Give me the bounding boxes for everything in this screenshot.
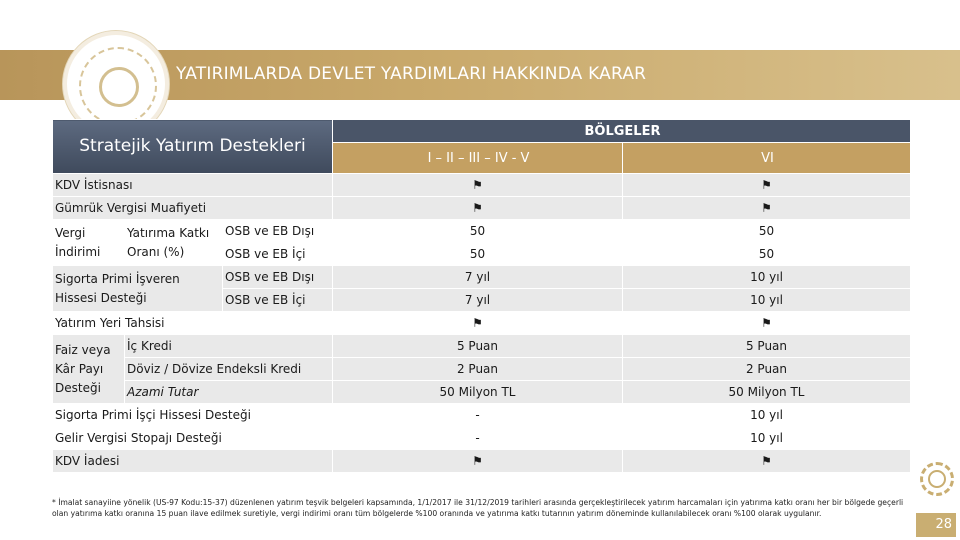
- flag-check-icon: ⚑: [333, 450, 623, 473]
- sigorta-outside-v1: 7 yıl: [333, 266, 623, 289]
- vergi-inside-v2: 50: [623, 243, 911, 266]
- row-label-faiz: Faiz veya Kâr Payı Desteği: [53, 335, 125, 404]
- support-table: [52, 119, 911, 473]
- regions-header: BÖLGELER: [333, 120, 911, 143]
- sigorta-inside-v2: 10 yıl: [623, 289, 911, 312]
- doviz-kredi-v1: 2 Puan: [333, 358, 623, 381]
- table-row: [53, 266, 911, 289]
- table-row: [53, 358, 911, 381]
- flag-check-icon: ⚑: [333, 197, 623, 220]
- page-title: YATIRIMLARDA DEVLET YARDIMLARI HAKKINDA KARAR: [176, 64, 647, 84]
- flag-check-icon: ⚑: [623, 312, 911, 335]
- sigorta-isci-v1: -: [333, 404, 623, 427]
- page-number: 28: [916, 513, 956, 537]
- vergi-inside-v1: 50: [333, 243, 623, 266]
- row-label-yatirim-yeri: Yatırım Yeri Tahsisi: [53, 312, 333, 335]
- table-row: [53, 335, 911, 358]
- sigorta-outside-v2: 10 yıl: [623, 266, 911, 289]
- table-row: [53, 450, 911, 473]
- doviz-kredi-v2: 2 Puan: [623, 358, 911, 381]
- flag-check-icon: ⚑: [623, 197, 911, 220]
- vergi-outside-v1: 50: [333, 220, 623, 243]
- flag-check-icon: ⚑: [623, 450, 911, 473]
- flag-check-icon: ⚑: [333, 312, 623, 335]
- table-row: [53, 312, 911, 335]
- region-6-header: VI: [623, 143, 911, 174]
- osb-outside-label: OSB ve EB Dışı: [223, 220, 333, 243]
- table-row: [53, 197, 911, 220]
- osb-inside-label: OSB ve EB İçi: [223, 243, 333, 266]
- gear-logo-core: [928, 470, 946, 488]
- ic-kredi-v2: 5 Puan: [623, 335, 911, 358]
- osb-outside-label: OSB ve EB Dışı: [223, 266, 333, 289]
- flag-check-icon: ⚑: [623, 174, 911, 197]
- azami-tutar-label: Azami Tutar: [125, 381, 333, 404]
- table-row: [53, 404, 911, 427]
- row-label-sigorta-isveren: Sigorta Primi İşveren Hissesi Desteği: [53, 266, 223, 312]
- doviz-kredi-label: Döviz / Dövize Endeksli Kredi: [125, 358, 333, 381]
- footnote: * İmalat sanayiine yönelik (US-97 Kodu:15-37) düzenlenen yatırım teşvik belgeleri kapsamında, 1/1/2017 ile 31/12/2019 tarihleri arasında gerçekleştirilecek yatırım harcamaları için yatırıma katkı oranı her bir bölgede geçerli olan yatırıma katkı oranına 15 puan ilave edilmek suretiyle, vergi indirimi oranı tüm bölgelerde %100 oranında ve yatırıma katkı tutarının yatırım döneminde kullanılabilecek oranı %100 olarak uygulanır.: [52, 498, 904, 518]
- table-row: [53, 220, 911, 243]
- sigorta-isci-v2: 10 yıl: [623, 404, 911, 427]
- row-label-gumruk: Gümrük Vergisi Muafiyeti: [53, 197, 333, 220]
- azami-tutar-v2: 50 Milyon TL: [623, 381, 911, 404]
- gelir-vergisi-v2: 10 yıl: [623, 427, 911, 450]
- row-label-katki: Yatırıma Katkı Oranı (%): [125, 220, 223, 266]
- sigorta-inside-v1: 7 yıl: [333, 289, 623, 312]
- osb-inside-label: OSB ve EB İçi: [223, 289, 333, 312]
- table-row: [53, 174, 911, 197]
- table-row: [53, 427, 911, 450]
- table-row: [53, 381, 911, 404]
- flag-check-icon: ⚑: [333, 174, 623, 197]
- row-label-kdv: KDV İstisnası: [53, 174, 333, 197]
- ic-kredi-label: İç Kredi: [125, 335, 333, 358]
- strategic-supports-header: Stratejik Yatırım Destekleri: [53, 120, 333, 174]
- row-label-kdv-iadesi: KDV İadesi: [53, 450, 333, 473]
- gelir-vergisi-v1: -: [333, 427, 623, 450]
- row-label-sigorta-isci: Sigorta Primi İşçi Hissesi Desteği: [53, 404, 333, 427]
- row-label-gelir-vergisi: Gelir Vergisi Stopajı Desteği: [53, 427, 333, 450]
- azami-tutar-v1: 50 Milyon TL: [333, 381, 623, 404]
- region-1-5-header: I – II – III – IV - V: [333, 143, 623, 174]
- ic-kredi-v1: 5 Puan: [333, 335, 623, 358]
- vergi-outside-v2: 50: [623, 220, 911, 243]
- row-label-vergi: Vergi İndirimi: [53, 220, 125, 266]
